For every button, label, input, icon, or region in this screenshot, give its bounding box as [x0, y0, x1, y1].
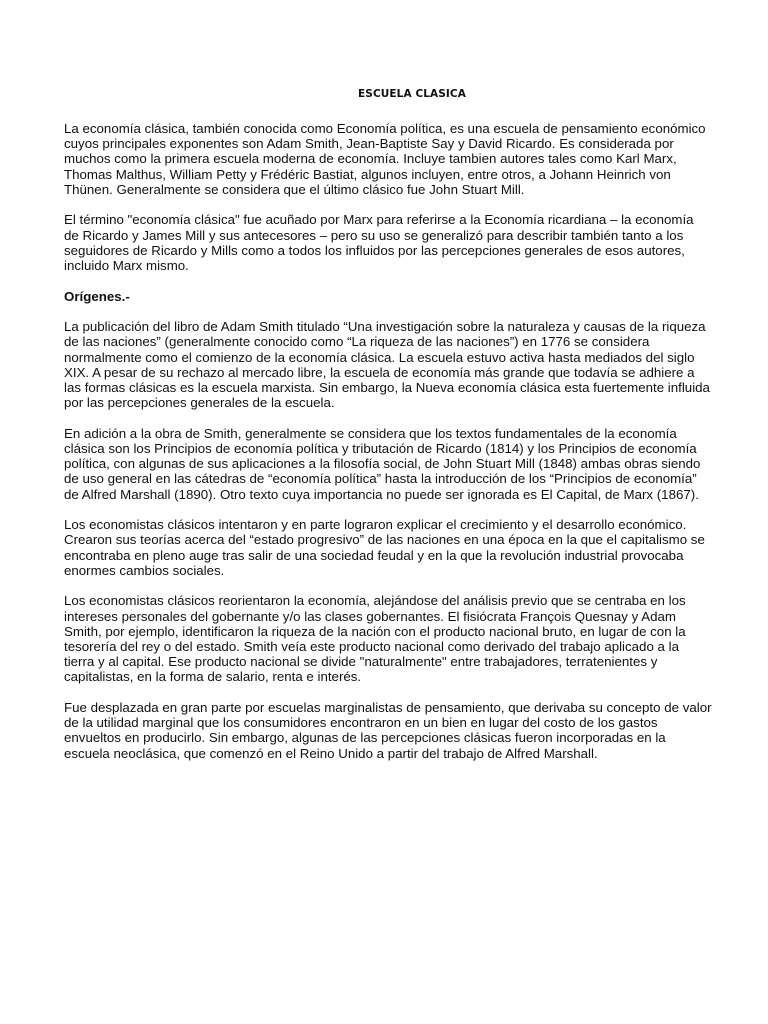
paragraph-term-origin: El término "economía clásica" fue acuñado por Marx para referirse a la Economía ricardiana – la economía de Ricardo y James Mill y sus antecesores – pero su uso se generalizó para describir también tanto a los seguidores de Ricardo y Mills como a todos los influidos por las percepciones generales de esos autores, incluido Marx mismo. [64, 212, 694, 274]
document-body [64, 121, 712, 776]
paragraph-adam-smith: La publicación del libro de Adam Smith titulado “Una investigación sobre la naturaleza y causas de la riqueza de las naciones” (generalmente conocido como “La riqueza de las naciones”) en 1776 se considera normalmente como el comienzo de la economía clásica. La escuela estuvo activa hasta mediados del siglo XIX. A pesar de su rechazo al mercado libre, la escuela de economía más grande que todavía se adhiere a las formas clásicas es la escuela marxista. Sin embargo, la Nueva economía clásica esta fuertemente influida por las percepciones generales de la escuela. [64, 319, 710, 411]
paragraph-fundamental-texts: En adición a la obra de Smith, generalmente se considera que los textos fundamentales de la economía clásica son los Principios de economía política y tributación de Ricardo (1814) y los Principios de economía política, con algunas de sus aplicaciones a la filosofía social, de John Stuart Mill (1848) ambas obras siendo de uso general en las cátedras de “economía política” hasta la introducción de los “Principios de economía” de Alfred Marshall (1890). Otro texto cuya importancia no puede ser ignorada es El Capital, de Marx (1867). [64, 425, 701, 502]
paragraph-growth: Los economistas clásicos intentaron y en parte lograron explicar el crecimiento y el desarrollo económico. Crearon sus teorías acerca del “estado progresivo” de las naciones en una época en la que el capitalismo se encontraba en pleno auge tras salir de una sociedad feudal y en la que la revolución industrial provocaba enormes cambios sociales. [64, 517, 705, 578]
paragraph-intro: La economía clásica, también conocida como Economía política, es una escuela de pensamiento económico cuyos principales exponentes son Adam Smith, Jean-Baptiste Say y David Ricardo. Es considerada por muchos como la primera escuela moderna de economía. Incluye tambien autores tales como Karl Marx, Thomas Malthus, William Petty y Frédéric Bastiat, algunos incluyen, entre otros, a Johann Heinrich von Thünen. Generalmente se considera que el último clásico fue John Stuart Mill. [64, 121, 706, 197]
document-title: ESCUELA CLASICA [358, 88, 466, 100]
paragraph-reorientation: Los economistas clásicos reorientaron la economía, alejándose del análisis previo que se centraba en los intereses personales del gobernante y/o las clases gobernantes. El fisiócrata François Quesnay y Adam Smith, por ejemplo, identificaron la riqueza de la nación con el producto nacional bruto, en lugar de con la tesorería del rey o del estado. Smith veía este producto nacional como derivado del trabajo aplicado a la tierra y al capital. Ese producto nacional se divide "naturalmente" entre trabajadores, terratenientes y capitalistas, en la forma de salario, renta e interés. [64, 593, 686, 685]
paragraph-marginalism: Fue desplazada en gran parte por escuelas marginalistas de pensamiento, que derivaba su concepto de valor de la utilidad marginal que los consumidores encontraron en un bien en lugar del costo de los gastos envueltos en producirlo. Sin embargo, algunas de las percepciones clásicas fueron incorporadas en la escuela neoclásica, que comenzó en el Reino Unido a partir del trabajo de Alfred Marshall. [64, 700, 712, 761]
section-heading-origenes: Orígenes.- [64, 288, 130, 304]
